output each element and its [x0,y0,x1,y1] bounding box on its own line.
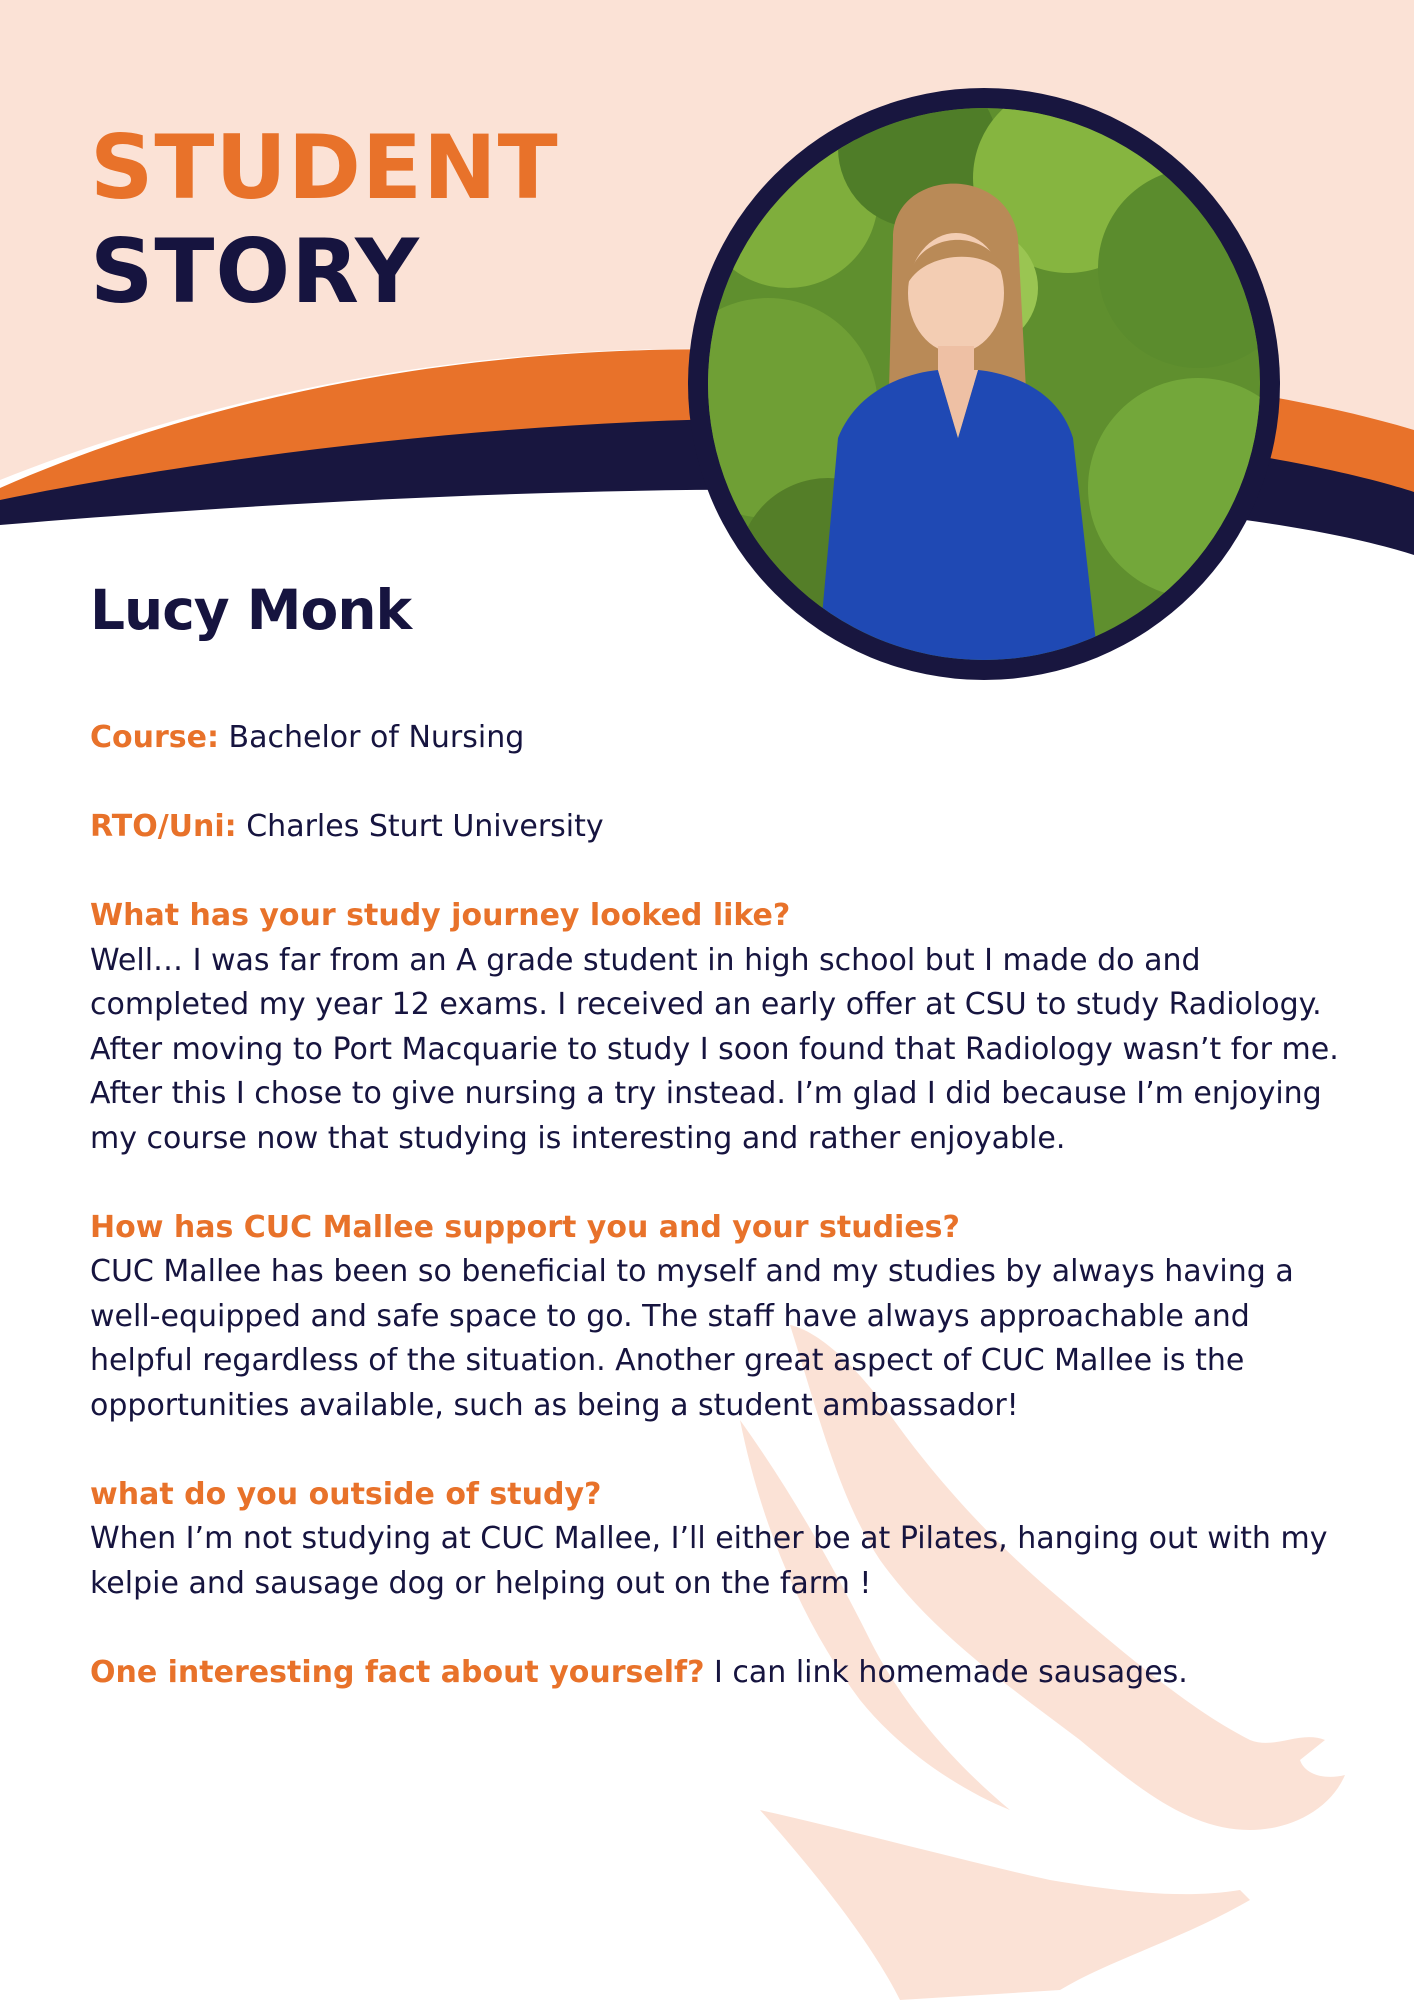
student-name: Lucy Monk [90,578,412,642]
answer-study-journey: Well… I was far from an A grade student in high school but I made do and completed my year 12 exams. I received an early offer at CSU to study Radiology. After moving to Port Macquarie to study I soon found that Radiology wasn’t for me. After this I chose to give nursing a try instead. I’m glad I did because I’m enjoying my course now that studying is interesting and rather enjoyable. [90,942,1339,1156]
story-content [90,716,1340,1695]
institution-row [90,805,1340,850]
course-row [90,716,1340,761]
institution-label: RTO/Uni: [90,809,237,844]
course-value: Bachelor of Nursing [228,720,525,755]
question-study-journey: What has your study journey looked like? [90,898,791,933]
answer-cuc-support: CUC Mallee has been so beneficial to myself and my studies by always having a well-equipped and safe space to go. The staff have always approachable and helpful regardless of the situation. Another great aspect of CUC Mallee is the opportunities available, such as being a student ambassador! [90,1254,1294,1423]
answer-outside-study: When I’m not studying at CUC Mallee, I’ll either be at Pilates, hanging out with my kelpie and sausage dog or helping out on the farm ! [90,1521,1328,1601]
student-photo [708,108,1260,660]
institution-value: Charles Sturt University [246,809,604,844]
question-outside-study: what do you outside of study? [90,1476,602,1512]
question-cuc-support: How has CUC Mallee support you and your studies? [90,1209,960,1245]
title-story: STORY [90,220,420,323]
course-label: Course: [90,720,219,755]
fact-row [90,1651,1340,1696]
title-student: STUDENT [90,116,559,219]
answer-interesting-fact: I can link homemade sausages. [704,1654,1188,1690]
question-interesting-fact: One interesting fact about yourself? [90,1654,705,1690]
